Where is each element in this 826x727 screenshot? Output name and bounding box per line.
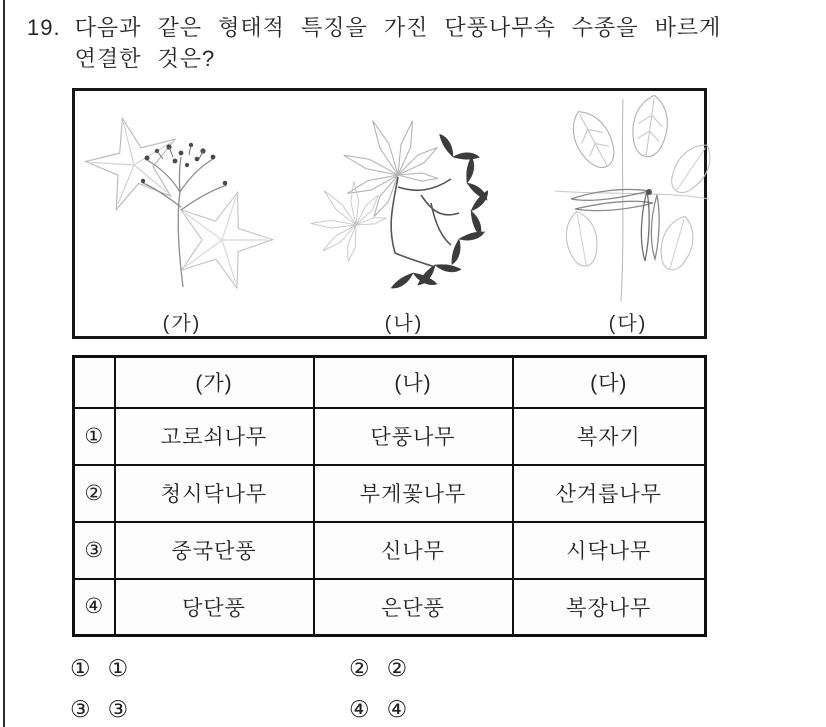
answer-option-1[interactable] <box>70 655 128 682</box>
row-marker-1: ① <box>74 408 115 465</box>
cell-2-na: 부게꽃나무 <box>314 465 513 522</box>
column-divider-rule <box>3 0 5 727</box>
cell-4-na: 은단풍 <box>314 579 513 636</box>
row-marker-4: ④ <box>74 579 115 636</box>
question-text <box>75 12 722 74</box>
table-row <box>74 579 706 636</box>
table-row <box>74 465 706 522</box>
question-text-line2: 연결한 것은? <box>74 46 216 71</box>
option-4-value: ④ <box>386 696 408 722</box>
answer-option-4[interactable] <box>349 696 407 723</box>
option-2-value: ② <box>386 655 408 681</box>
option-3-marker: ③ <box>70 696 91 722</box>
question-number: 19. <box>27 15 61 40</box>
figure-label-na: (나) <box>384 313 424 335</box>
figure-ga <box>79 95 285 336</box>
figure-label-da: (다) <box>608 313 648 335</box>
table-header-row <box>74 357 706 408</box>
figure-label-ga: (가) <box>162 313 202 335</box>
cell-2-ga: 청시닥나무 <box>115 465 314 522</box>
table-header-da: (다) <box>513 357 706 408</box>
option-1-marker: ① <box>70 655 91 681</box>
table-corner-cell <box>74 357 115 408</box>
figure-na <box>301 95 507 336</box>
table-row <box>74 522 706 579</box>
option-1-value: ① <box>107 655 129 681</box>
row-marker-3: ③ <box>74 522 115 579</box>
cell-1-ga: 고로쇠나무 <box>115 408 314 465</box>
cell-1-na: 단풍나무 <box>314 408 513 465</box>
trifoliate-leaflets-elongated-samaras-illustration <box>525 95 731 307</box>
answer-option-2[interactable] <box>349 655 407 682</box>
figure-box <box>72 88 707 339</box>
cell-1-da: 복자기 <box>513 408 706 465</box>
option-3-value: ③ <box>107 696 129 722</box>
table-header-na: (나) <box>314 357 513 408</box>
row-marker-2: ② <box>74 465 115 522</box>
cell-3-ga: 중국단풍 <box>115 522 314 579</box>
cell-2-da: 산겨릅나무 <box>513 465 706 522</box>
question-text-line1: 다음과 같은 형태적 특징을 가진 단풍나무속 수종을 바르게 <box>74 15 722 40</box>
maple-branch-star-leaves-flower-cluster-illustration <box>79 95 285 307</box>
cell-4-da: 복장나무 <box>513 579 706 636</box>
cell-4-ga: 당단풍 <box>115 579 314 636</box>
palmate-maple-leaves-dark-samara-cluster-illustration <box>301 95 507 307</box>
cell-3-na: 신나무 <box>314 522 513 579</box>
option-4-marker: ④ <box>349 696 370 722</box>
cell-3-da: 시닥나무 <box>513 522 706 579</box>
table-row <box>74 408 706 465</box>
question-block <box>27 12 721 74</box>
option-2-marker: ② <box>349 655 370 681</box>
answer-matrix-table <box>72 355 707 637</box>
figure-da <box>525 95 731 336</box>
table-header-ga: (가) <box>115 357 314 408</box>
answer-option-3[interactable] <box>70 696 128 723</box>
